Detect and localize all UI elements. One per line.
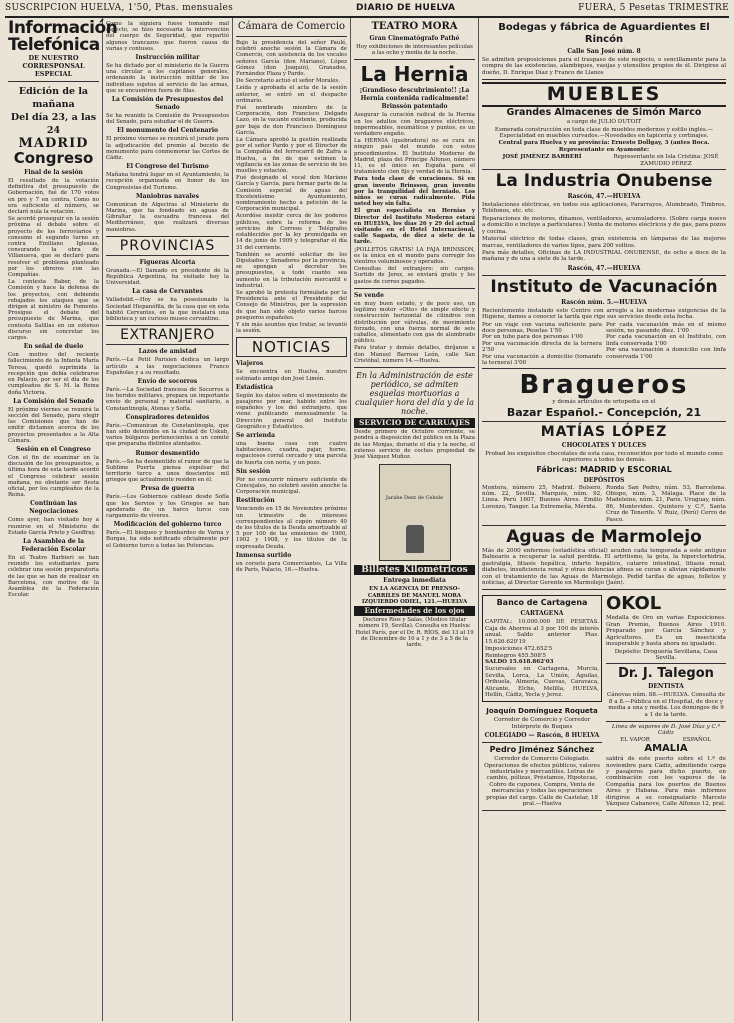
paragraph: París.—Comunican de Constantinopla, que han sido detenidos en la ciudad de Uskub, varios búlgaros pertenecientes a un comité que preparaba distintos atentados. [106,422,229,448]
subheading: Instrucción militar [135,54,200,62]
paragraph: De Secretario actuó el señor Morales. [236,78,340,85]
chamber-heading: Cámara de Comercio [237,21,346,32]
subheading: Rumor desmentido [135,449,200,457]
tariff-line: Por una vacunación a domicilio con linfa conservada 1'00 [606,347,726,360]
paragraph: Con el fin de examinar en la discusión de los presupuestos, a última hora de esta tarde acordó el Congreso celebrar sesión mañana, no obstante ser fiesta oficial, por los cumpleaños de la Reina. [8,454,99,499]
paragraph: EN LA AGENCIA DE PRENSO-CARRILES DE MANUEL MORA IZQUIERDO ODIEL, 121.—HUELVA [361,586,468,605]
paragraph: Granada.—El llamado ex presidente de la República Argentina, ha visitado hoy la Universidad. [106,267,229,287]
paragraph: Desde primero de Octubre corriente, se pondrá a disposición del público en la Plaza de las Monjas, durante el día y la noche, el extenso servicio de coches propiedad de José Vázquez Muñoz. [354,429,475,460]
paragraph: Venciendo en 15 de Noviembre próximo un trimestre de intereses correspondientes al cupón número 40 de los títulos de la Deuda amortizable al 5 por 100 de las emisiones de 1900, 1902 y 1908, y los títulos de la expresada Deuda. [236,506,347,550]
abroad-heading: EXTRANJERO [106,325,229,345]
ad-bragueros [482,369,726,421]
ad-text: Corredor de Comercio Colegiado. Operaciones de efectos públicos, valores industriales y mercantiles. Letras de cambio, pólizas, Préstamos, Hipotecas, Cobro de cupones, Compra, Venta de mercancías y todas las operaciones propias del cargo. Calle de Castelar, 18 pral.—Huelva [484,756,600,807]
congress-heading: Congreso [13,149,94,167]
ship-label: ESPAÑOL [682,736,712,743]
tariff-line: Por un viaje con vacuna suficiente para doce personas, Pesetas 1'50 [482,321,602,334]
ship-label: EL VAPOR [620,736,650,743]
tariff-line: Por una vacunación a domicilio (tomando la ternera) 3'00 [482,353,602,366]
bottle-icon [406,525,424,553]
ad-title: Aguas de Marmolejo [506,527,702,548]
ad-city: CARTAGENA [520,610,564,618]
ad-title: Dr. J. Talegon [618,666,714,682]
paragraph: en corsets para Comerciantes, La Villa de París, Palacio, 16.—Huelva. [236,560,347,574]
paragraph: Doctores Ríos y Salas, (Medico titular número 19, Sevilla). Consulta en Huelva: Hotel París, por el Dr. R. RÍOS, del 13 al 19 de Diciembre de 10 a 1 y de 3 a 5 de la tarde. [355,617,474,648]
paragraph: París.—La Sociedad francesa de Socorros a los heridos militares, prepara un importante envío de personal y material sanitario, a Constantinopla, Atenas y Sofía. [106,386,229,412]
paragraph: París.—Se ha desmentido el rumor de que la Sublime Puerta piensa expulsar del territorio turco a unos doscientos mil griegos que actualmente residen en él. [106,458,229,484]
ad-address: Rascón, 47.—HUELVA [567,264,641,272]
ad-title: Bodegas y fábrica de Aguardientes El Rincón [498,22,710,45]
section-title: Información Telefónica [8,18,118,55]
ad-title: La Industria Onubense [495,171,713,192]
masthead-price: FUERA, 5 Pesetas TRIMESTRE [578,3,729,13]
ad-depots: DEPÓSITOS [583,476,625,484]
paragraph: Se aprobó la protesta formulada por la Presidencia ante el Presidente del Consejo de Ministros, por la supresión de que han sido objeto varios barcos pesqueros españoles. [236,289,347,321]
column-news [103,18,233,1021]
paragraph: en muy buen estado, y de poco uso, un legítimo motor «Otto» de simple efecto y construcción horizontal de cilindros con distribución por válvulas, de movimiento forzado, con una fuerza normal de seis caballos, alimentado con gas de alumbrado público. [354,300,475,345]
paragraph: Acordóse insistir cerca de los poderes públicos, sobre la reforma de los servicios de Correos y Telégrafos establecidos por la ley promulgada en 14 de junio de 1909 y telegrafiar el día 31 del corriente. [236,213,347,251]
subheading: Restitución [236,497,275,505]
ad-title: Línea de vapores de D. José Díaz y C.ª Cádiz [611,723,721,737]
ad-text: Reparaciones de motores, dínamos, ventiladores, acumuladores. (Sobre carga nuevo a domicilio e incluye a particulares.) Venta de motores eléctricos y de gas, para pozos y cocina. [482,215,726,235]
ship-name: AMALIA [644,743,688,755]
ad-text: Central para Huelva y su provincia: Ernesto Dollgay, 3 (antes Boca. Representante en Ayamonte: [498,140,710,153]
subheading: La Comisión de Presupuestos del Senado [111,96,224,112]
paragraph: La Cámara aprobó la gestión realizada por el señor Pardo y por el Director de la Compañía del ferrocarril de Zafra a Huelva, a fin de que estimen la vigilancia en las zonas de servicio de los muelles y estación. [236,137,347,175]
subheading: En señal de duelo [23,343,84,351]
subheading: ¡Grandioso descubrimiento!! ¡La Hernia contenida radicalmente! Brinssón patentado [359,87,470,111]
ad-title: Bragueros [519,370,689,401]
ad-address: Rascón núm. 5.—HUELVA [561,298,647,306]
masthead-subscription: SUSCRIPCION HUELVA, 1'50, Ptas. mensuales [5,3,234,13]
subheading: Presa de guerra [140,485,195,493]
ad-text: Esmerada construcción en toda clase de muebles modernos y estilo inglés.—Especialidad en muebles curvados.—Novedades en tapicería y cortinajes. [494,126,714,140]
ad-title: MATÍAS LÓPEZ [540,423,668,440]
subheading: Lazos de amistad [138,348,197,356]
paragraph: Consultas del extranjero: sin cargos. Surtido de Jerez, se enviará gratis y los gastos de correo pagados. [354,266,475,285]
ad-subtitle: y demás artículos de ortopedia en el [552,399,656,406]
ad-muebles [482,80,726,170]
bank-line: Reintegros 455.508'5 [485,652,546,659]
bank-line: Imposiciones 472.652'5 [485,646,553,653]
paragraph: La HERNIA (quebradura) no se cura en ningún país del mundo con estos procedimientos. El Instituto Moderno de Madrid, plaza del Príncipe Alfonso, número 11, es el único en España para el tratamiento cien fijo y verdad de la Hernia. [354,138,475,176]
illustration-label: Jarabe Dent de Cebole [385,495,444,502]
paragraph: Bajo la presidencia del señor Paulé, celebró anoche sesión la Cámara de Comercio, con asistencia de los vocales señores García (don Mariano), López Gómez (don Joaquín), Granados, Fernández Plaza y Pardo. [236,40,347,78]
paragraph: El gran especialista en Hernias y Director del Instituto Moderno estará en HUELVA, los días 26 y 29 del actual visitando en el Hotel Internacional, calle Sagasta, de diez a siete de la tarde. [354,208,475,246]
paragraph: Se ha dictado por el ministerio de la Guerra una circular a los capitanes generales, ordenando la instrucción militar de los individuos sujetos al servicio de las armas, que se encuentren fuera de filas. [106,63,229,94]
ad-text: Cánovas núm. 88.—HUELVA. Consulta de 8 a 8.—Pública en el Hospital, de doce y media a una y media. Los domingos de 9 a 1 de la tarde. [606,692,726,718]
ad-marmolejo [482,526,726,590]
ad-rincon [482,20,726,80]
bank-line: SALDO 15.618.862'03 [485,658,554,665]
ad-matias-lopez [482,422,726,526]
paragraph: ¡POLLETOS GRATIS! LA FAJA BRINSSON, es la única en el mundo para corregir los vientres voluminosos y operados. [354,246,475,266]
subheading: Continúan las Negociaciones [29,500,78,516]
ad-talegon [606,664,726,722]
ad-address: Calle San José núm. 8 [567,48,641,55]
paragraph: Para toda clase de curaciones. Si en gran invento Brinsson, gran invento por la tranquilidad del herniado. Los niños se curan radicalmente. Pida usted hoy sin falta. [354,176,475,208]
ad-shop: Bazar Español.- Concepción, 21 [506,405,702,419]
ad-title: Joaquín Domínguez Roqueta [486,707,598,716]
ad-title: Banco de Cartagena [496,598,588,608]
paragraph: El próximo viernes se reunirá la sección del Senado, para elegir las Comisiones que han de emitir dictamen acerca de los proyectos presentados a la Alta Cámara. [8,406,99,444]
paragraph: Según los datos sobre el movimiento de pasajeros por mar, habido entre los españoles y los del extranjero, que viene publicando mensualmente la Dirección general del Instituto Geográfico y Estadístico. [236,392,347,430]
paragraph: Se ha reunido la Comisión de Presupuestos del Senado, para estudiar el de Guerra. [106,113,229,126]
subheading: Conspiradores detenidos [125,413,210,421]
ad-text: Material eléctrico de todas clases, gran existencia en lámparas de las mejores marcas, ventiladores de varios tipos, para 200 voltios. [482,236,726,249]
paragraph: París.—Le Petit Parisien dedica un largo artículo a las negociaciones Franco Españolas y a su resultado. [106,357,229,376]
subheading: Sin sesión [236,467,271,475]
masthead [5,2,729,18]
provinces-heading: PROVINCIAS [106,236,229,256]
paragraph: París.—Los Gobiernos cablean desde Sofía que los Servios y los Griegos se han apoderado de un barco turco con cargamento de víveres. [106,494,229,519]
ad-industria [482,170,726,276]
paragraph: Para tratar y demás detalles, diríjanse a don Manuel Barroso León, calle San Cristóbal, número 14.—Huelva. [354,345,475,364]
ad-text: Probad los exquisitos chocolates de esta casa, reconocidos por todo el mundo como superiores a todos los demás. [485,450,723,464]
ad-text: saldrá de este puerto sobre el 1.º de noviembre para Cádiz, admitiendo carga y pasajeros para dicho puerto, en combinación con los vapores de la Compañía para los puertos de Buenos Aires y Habana. Para más informes dirigirse a su consignatario Marcelo Vázquez Cabanove, Calle Alfonso 12, pral. [606,756,726,807]
subheading: La casa de Cervantes [132,288,203,296]
theatre-heading: TEATRO MORA [371,21,458,32]
subheading: Modificación del gobierno turco [113,521,222,529]
paragraph: Se acordó proseguir en la sesión próxima el debate sobre el proyecto de los ferroviarios y consumo el segundo turno en contra Emiliano Iglesias, censurando la obra de Villanueva, que se declaró para resolver el problema planteado por los obreros con las Compañías. [8,216,99,279]
paragraph: Hoy exhibiciones de interesantes películas a las ocho y media de la noche. [356,44,473,57]
subheading: La Comisión del Senado [13,397,94,405]
paragraph: En el Teatro Barbieri se han reunido los estudiantes para celebrar una sesión preparatoria de las que se han de realizar en Barcelona, con motivo de la Asamblea de la Federación Escolar. [8,554,99,599]
subheading: Entrega inmediata [383,577,446,585]
paragraph: Leída y aprobada el acta de la sesión anterior, se entró en el despacho ordinario. [236,85,347,104]
subheading: El monumento del Centenario [116,127,219,135]
ad-okol [606,592,726,664]
ad-title: Pedro Jiménez Sánchez [489,745,595,755]
paragraph: Como ayer, han visitado hoy a reunirse en el Ministerio de Estado García Prieto y Geoffray. [8,517,99,536]
news-heading: NOTICIAS [236,337,347,357]
edition-date: Del día 23, a las 24 [10,112,97,136]
paragraph: Como la siguiera fuese tomando mal aspecto, se hizo necesaria la intervención del cuerpo de Seguridad, que repartió algunos trancazos que fueron causa de varias y contusos. [106,21,229,52]
ad-roqueta [482,705,602,743]
ad-text: Corredor de Comercio y Corredor Intérprete de Buques [493,717,591,730]
depots-left: Montera, número 25, Madrid. Bolsero, núm. 22, Sevilla. Marqués, núm. 92, Linea. Perú 1607, Buenos Aires. Emilio Lorenzo, Tanger. La Extremeña, Mérida. [482,484,602,510]
tariff-line: Por un tubo para dos personas 1'00 [482,334,583,341]
ad-subtitle: Grandes Almacenes de Simón Marco [506,107,702,119]
paragraph: Fué nombrado miembro de la Corporación, don Francisco Delgado Lazo, en la vacante existente, producida por baja de don Francisco Domínguez García. [236,105,347,136]
section-subtitle: DE NUESTRO CORRESPONSAL ESPECIAL [22,54,85,78]
column-chamber [233,18,351,1021]
ad-text: Recientemente instalado este Centro con arreglo a las modernas exigencias de la Higiene, damos a conocer la tarifa que rige sus servicios desde esta fecha. [482,307,726,321]
ad-title: Instituto de Vacunación [490,276,718,297]
carriages-banner: SERVICIO DE CARRUAJES [354,418,475,428]
ad-text: Más de 2000 enfermos (estadística oficial) acuden cada temporada a este antiguo Balneario a recuperar la salud perdida. El artritismo, la gota, la hiperclorhidria, gastralgia, litiasis hepática, infarto hepático, catarro intestinal, litiasis renal, diabetes, insuficiencia renal y otras dolencias afines se curan o alivian rápidamente con el tratamiento de las Aguas de Marmolejo. Pedid tarifas de aguas, folletos y noticias, al Director Gerente en Marmolejo (Jaén). [482,548,726,587]
column-classifieds [479,18,729,1021]
paragraph: Fué designado el vocal don Mariano García y García, para formar parte de la Comisión especial de aguas del Excelentísimo Ayuntamiento, nombramiento hecho a petición de la Corporación municipal. [236,175,347,213]
tickets-banner: Billetes Kilométricos [354,565,475,575]
syrup-bottle-illustration [379,464,451,561]
ad-text: Instalaciones eléctricas, en todos sus aplicaciones, Pararrayos, Alumbrado, Timbres, Teléfonos, etc. etc. [482,202,726,215]
paragraph: El resultado de la votación definitiva del presupuesto de Gobernación, fué de 170 votos en pro y 7 en contra. Como no era suficiente el número, se declaró nula la votación. [8,178,99,216]
ad-title: MUEBLES [482,82,726,107]
subheading: Viajeros [236,360,264,368]
ad-title: OKOL [606,593,662,615]
tariff-line: Por cada vacunación en el Instituto, con linfa conservada 1'00 [606,334,726,347]
paragraph: Por no concurrir número suficiente de Concejales, no celebró sesión anoche la Corporación municipal. [236,476,347,496]
paragraph: Comunican de Algeciras al Ministerio de Marina, que ha fondeado en aguas de Gibraltar la escuadra francesa del Mediterráneo, que realizará diversas maniobras. [106,201,229,233]
notice-obituaries: En la Administración de este periódico, se admiten esquelas mortuorias a cualquier hora del día y de la noche. [355,370,474,416]
ad-banco [482,595,602,702]
subheading: Estadística [236,383,274,391]
paragraph: Se encuentra en Huelva, nuestro estimado amigo don José Limón. [236,369,347,382]
column-ads [351,18,479,1021]
subheading: Figueras Alcorta [139,258,196,266]
ad-text: Para más detalles, Oficinas de LA INDUSTRIAL ONUBENSE, de ocho a doce de la mañana y de una a siete de la tarde. [482,249,726,263]
ad-text: Sucursales en Cartagena, Murcia, Sevilla, Lorca, La Unión, Águilas, Orihuela, Almería, Cuevas, Caravaca, Alicante, Elche, Melilla, HUELVA, Hellín, Cádiz, Yecla y Jerez. [485,666,599,698]
ad-rep-left: JOSÉ JIMÉNEZ BARBERÍ [502,154,582,161]
paragraph: Mañana tendrá lugar en el Ayuntamiento, la recepción organizada en honor de los Congresistas del Turismo. [106,172,229,191]
subheading: El Congreso del Turismo [126,163,209,171]
tariff-line: Por una vacunación directa de la ternera 2'50 [482,340,602,354]
subheading: Se arrienda [236,431,275,439]
subheading: Se vende [354,291,384,299]
paragraph: La contesta Baber, de la Comisión y hace la defensa de los proyectos, con debiendo rebajados los ataques que se dirigen al ministro de Fomento. Prosigue el debate del presupuesto de Marina, que contesta Salillas en un extenso discurso sin concretar los cargos. [8,279,99,342]
subheading: Maniobras navales [136,192,199,200]
subheading: Final de la sesión [24,169,83,176]
subheading: Gran Cinematógrafo Pathé [369,35,460,42]
ad-address: COLEGIADO — Rascón, 8 HUELVA [484,732,600,740]
subheading: Sesión en el Congreso [16,445,91,453]
ad-factories: Fábricas: MADRID y ESCORIAL [536,464,672,474]
ad-address: Rascón, 47.—HUELVA [567,193,641,201]
paragraph: Y sin más asuntos que tratar, se levantó la sesión. [236,321,347,335]
column-telegraph [5,18,118,1021]
ad-subtitle: CHOCOLATES Y DULCES [561,441,647,449]
paragraph: París.—El bloqueo y bombardeo de Varna y Burgas, ha sido notificado oficialmente por el Gobierno turco a todas las Potencias. [106,530,229,549]
ad-text: CAPITAL: 10.000.000 DE PESETAS. Caja de Ahorros al 3 por 100 de interés anual. Saldo anterior Ptas. 15.626.620'19 [485,619,599,645]
ad-manager: a cargo de JULIO DUTOIT [566,119,642,126]
eyes-banner: Enfermedades de los ojos [354,606,475,616]
ad-pedro-jimenez [482,743,602,811]
paragraph: Valladolid.—Hoy se ha posesionado la Sociedad Hispanófila, de la casa que en esta habitó Cervantes, en la que instalará una biblioteca y un curioso museo cervantino. [106,297,229,323]
ad-vapores [606,722,726,811]
paragraph: También se acordó solicitar de los Diputados y Senadores por la provincia, se opongan al decretar los presupuestos, a todo cuanto sea aumento en la tributación mercantil e industrial. [236,251,347,289]
ads-right-stack [606,592,726,811]
paragraph: El próximo viernes se reunirá el jurado para la adjudicación del premio al boceto de monumento para conmemorar las Cortes de Cádiz. [106,136,229,162]
paragraph: Con motivo del reciente fallecimiento de la Infanta María Teresa, quedó suprimida la recepción que debía celebrarse en Palacio, por ser el día de los cumpleaños de S. M. la Reina doña Victoria. [8,352,99,396]
ad-text: Se admiten proposiciones para el traspaso de este negocio, o sencillamente para la compra de las existencias, alambiques, vasijas y utensilios propios de él. Dirigirse al dueño, D. Enrique Díaz y Franco de Llanos [482,57,726,76]
edition-label: Edición de la mañana [18,86,89,110]
hernia-heading: La Hernia [360,62,469,87]
paragraph: una buena casa con cuatro habitaciones, cuadra, pajar, horno, espaciosos corral cercado y una parcela de huerta con noria, y un pozo. [236,440,347,466]
subheading: Envío de socorros [137,377,198,385]
paragraph: Asegurar la curación radical de la Hernia en los adultos con bragueros eléctricos, impermeables, neumáticos y puntos, es un verdadero engaño. [354,112,475,138]
masthead-title: DIARIO DE HUELVA [356,3,456,13]
subheading: Inmensa surtido [236,551,292,559]
subheading: La Asamblea de la Federación Escolar [21,537,86,553]
ads-left-stack [482,592,602,811]
tariff-line: Por cada vacunación más en el mismo sesión, no pasando diez. 1'00 [606,321,726,334]
ad-subtitle: DENTISTA [648,683,684,691]
ad-depot: Depósito: Droguería Sevillana, Casa Sevilla. [614,648,718,661]
ad-text: Medalla de Oro en varias Exposiciones. Gran Premio, Buenos Aires 1910. Preparado por García Sánchez y Agricultores. Es un insecticida insuperable y hasta ahora no igualado. [606,615,726,648]
depots-right: Ronda San Pedro, núm. 53, Barcelona. Obispo, núm. 3, Málaga. Place de la Madeleine, núm. 21, París. Uruguay, núm. 86, Montevideo. Quintero y C.ª, Santa Cruz de Tenerife. V. Ruiz, (Perú) Cerro de Pasco. [606,484,726,523]
ad-vacunacion [482,276,726,370]
ad-rep-right: Representante en Isla Cristina: JOSÉ ZAMUDIO PÉREZ [613,154,719,167]
city-heading: MADRID [18,136,89,151]
